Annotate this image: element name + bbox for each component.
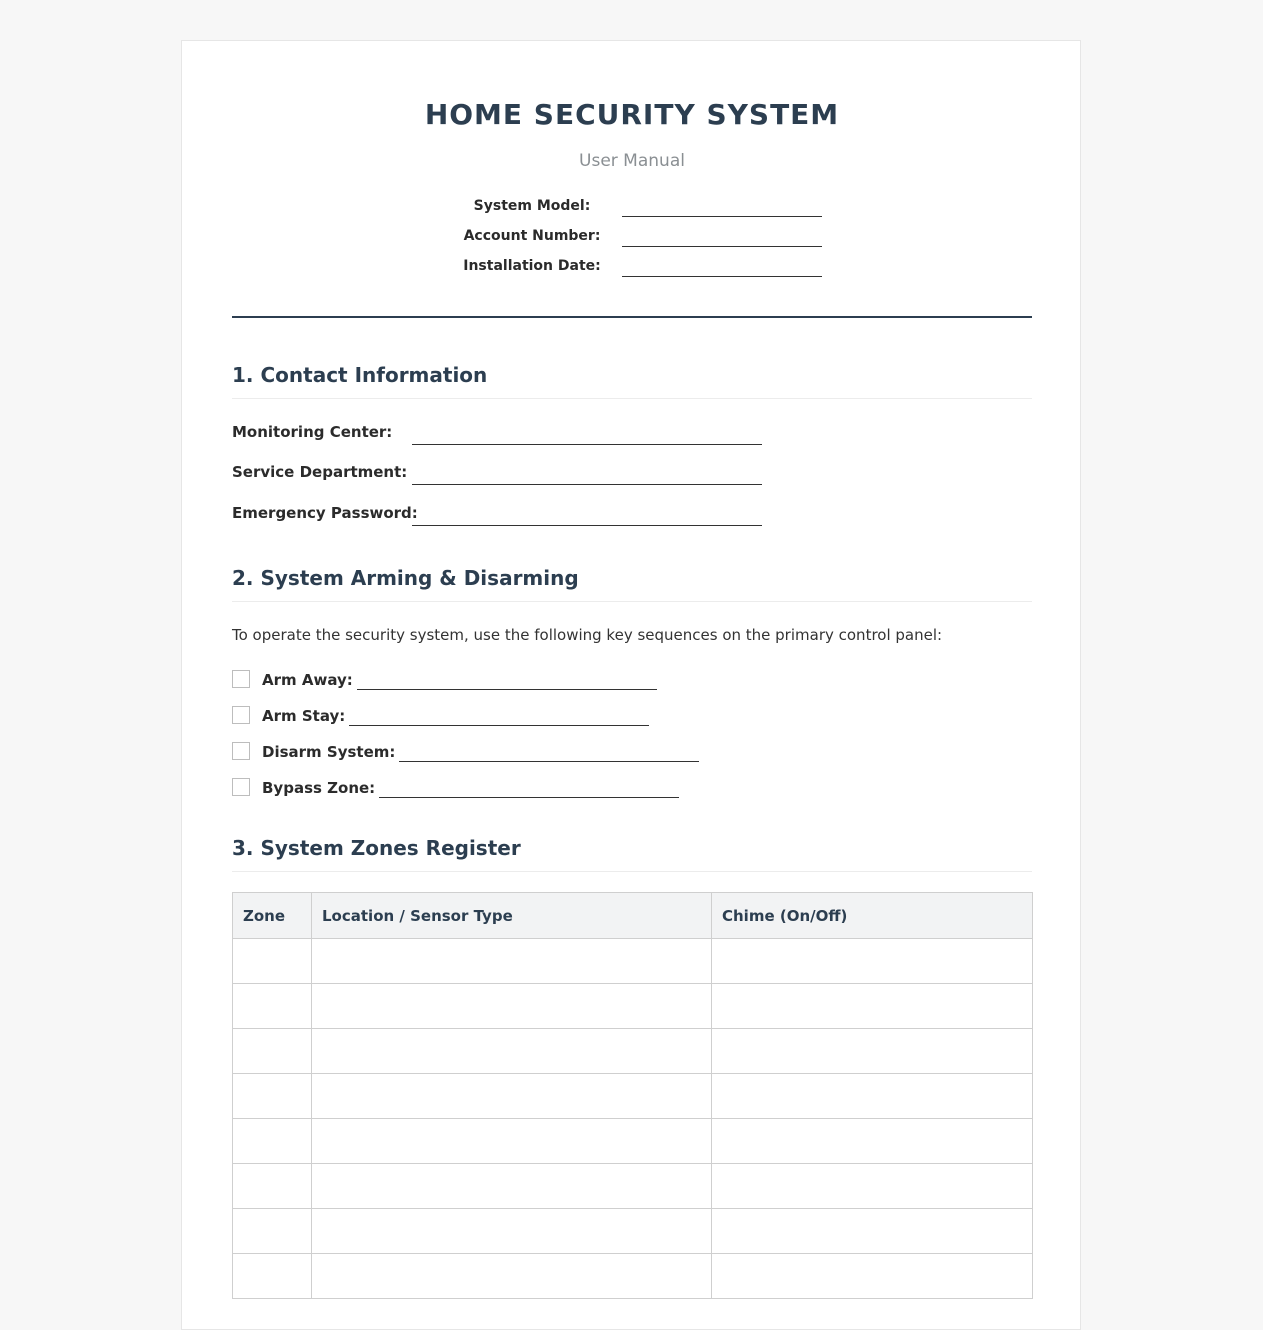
service-department-label: Service Department:	[232, 463, 408, 481]
arm-stay-row	[232, 702, 649, 726]
table-row	[233, 1254, 1033, 1299]
table-row	[233, 1029, 1033, 1074]
table-header-row	[233, 893, 1033, 939]
section-contact-title: 1. Contact Information	[232, 363, 488, 387]
monitoring-center-row	[232, 423, 772, 447]
service-department-row	[232, 463, 772, 487]
document-page	[181, 40, 1081, 1330]
section-divider	[232, 398, 1032, 399]
arm-stay-field[interactable]	[349, 705, 649, 726]
location-cell[interactable]	[312, 1029, 712, 1074]
location-cell[interactable]	[312, 1209, 712, 1254]
section-divider	[232, 871, 1032, 872]
monitoring-center-field[interactable]	[412, 444, 762, 445]
location-cell[interactable]	[312, 984, 712, 1029]
zone-cell[interactable]	[233, 1029, 312, 1074]
chime-cell[interactable]	[712, 1254, 1033, 1299]
installation-date-field[interactable]	[622, 276, 822, 277]
section-divider	[232, 601, 1032, 602]
emergency-password-label: Emergency Password:	[232, 504, 418, 522]
section-zones-title: 3. System Zones Register	[232, 836, 521, 860]
document-title: HOME SECURITY SYSTEM	[424, 98, 840, 131]
arming-intro-text: To operate the security system, use the following key sequences on the primary control panel:	[232, 626, 943, 644]
zone-cell[interactable]	[233, 1254, 312, 1299]
table-row	[233, 1164, 1033, 1209]
zone-cell[interactable]	[233, 984, 312, 1029]
arm-stay-label: Arm Stay:	[262, 707, 346, 725]
zone-cell[interactable]	[233, 1074, 312, 1119]
installation-date-label: Installation Date:	[463, 258, 601, 274]
table-row	[233, 939, 1033, 984]
table-row	[233, 1209, 1033, 1254]
column-header-zone: Zone	[233, 893, 312, 939]
monitoring-center-label: Monitoring Center:	[232, 423, 393, 441]
zone-cell[interactable]	[233, 939, 312, 984]
chime-cell[interactable]	[712, 984, 1033, 1029]
account-number-field[interactable]	[622, 246, 822, 247]
arm-away-label: Arm Away:	[262, 671, 353, 689]
location-cell[interactable]	[312, 1254, 712, 1299]
chime-cell[interactable]	[712, 1074, 1033, 1119]
table-row	[233, 984, 1033, 1029]
table-row	[233, 1074, 1033, 1119]
column-header-location: Location / Sensor Type	[312, 893, 712, 939]
zones-table	[232, 892, 1033, 1299]
location-cell[interactable]	[312, 939, 712, 984]
chime-cell[interactable]	[712, 1029, 1033, 1074]
chime-cell[interactable]	[712, 1164, 1033, 1209]
arm-away-checkbox[interactable]	[232, 670, 250, 688]
arm-stay-checkbox[interactable]	[232, 706, 250, 724]
bypass-zone-field[interactable]	[379, 777, 679, 798]
system-model-row	[432, 196, 822, 218]
system-model-field[interactable]	[622, 216, 822, 217]
column-header-chime: Chime (On/Off)	[712, 893, 1033, 939]
account-number-label: Account Number:	[463, 228, 601, 244]
emergency-password-row	[232, 504, 772, 528]
section-arming-title: 2. System Arming & Disarming	[232, 566, 579, 590]
chime-cell[interactable]	[712, 939, 1033, 984]
bypass-zone-row	[232, 774, 679, 798]
arm-away-field[interactable]	[357, 669, 657, 690]
location-cell[interactable]	[312, 1074, 712, 1119]
account-number-row	[432, 226, 822, 248]
bypass-zone-checkbox[interactable]	[232, 778, 250, 796]
arm-away-row	[232, 666, 657, 690]
system-model-label: System Model:	[473, 198, 591, 214]
bypass-zone-label: Bypass Zone:	[262, 779, 376, 797]
service-department-field[interactable]	[412, 484, 762, 485]
location-cell[interactable]	[312, 1164, 712, 1209]
disarm-system-label: Disarm System:	[262, 743, 396, 761]
disarm-system-checkbox[interactable]	[232, 742, 250, 760]
disarm-system-row	[232, 738, 699, 762]
zone-cell[interactable]	[233, 1119, 312, 1164]
zone-cell[interactable]	[233, 1209, 312, 1254]
emergency-password-field[interactable]	[412, 525, 762, 526]
chime-cell[interactable]	[712, 1209, 1033, 1254]
document-subtitle: User Manual	[579, 151, 685, 171]
header-divider	[232, 316, 1032, 318]
chime-cell[interactable]	[712, 1119, 1033, 1164]
installation-date-row	[432, 256, 822, 278]
zone-cell[interactable]	[233, 1164, 312, 1209]
disarm-system-field[interactable]	[399, 741, 699, 762]
location-cell[interactable]	[312, 1119, 712, 1164]
table-row	[233, 1119, 1033, 1164]
